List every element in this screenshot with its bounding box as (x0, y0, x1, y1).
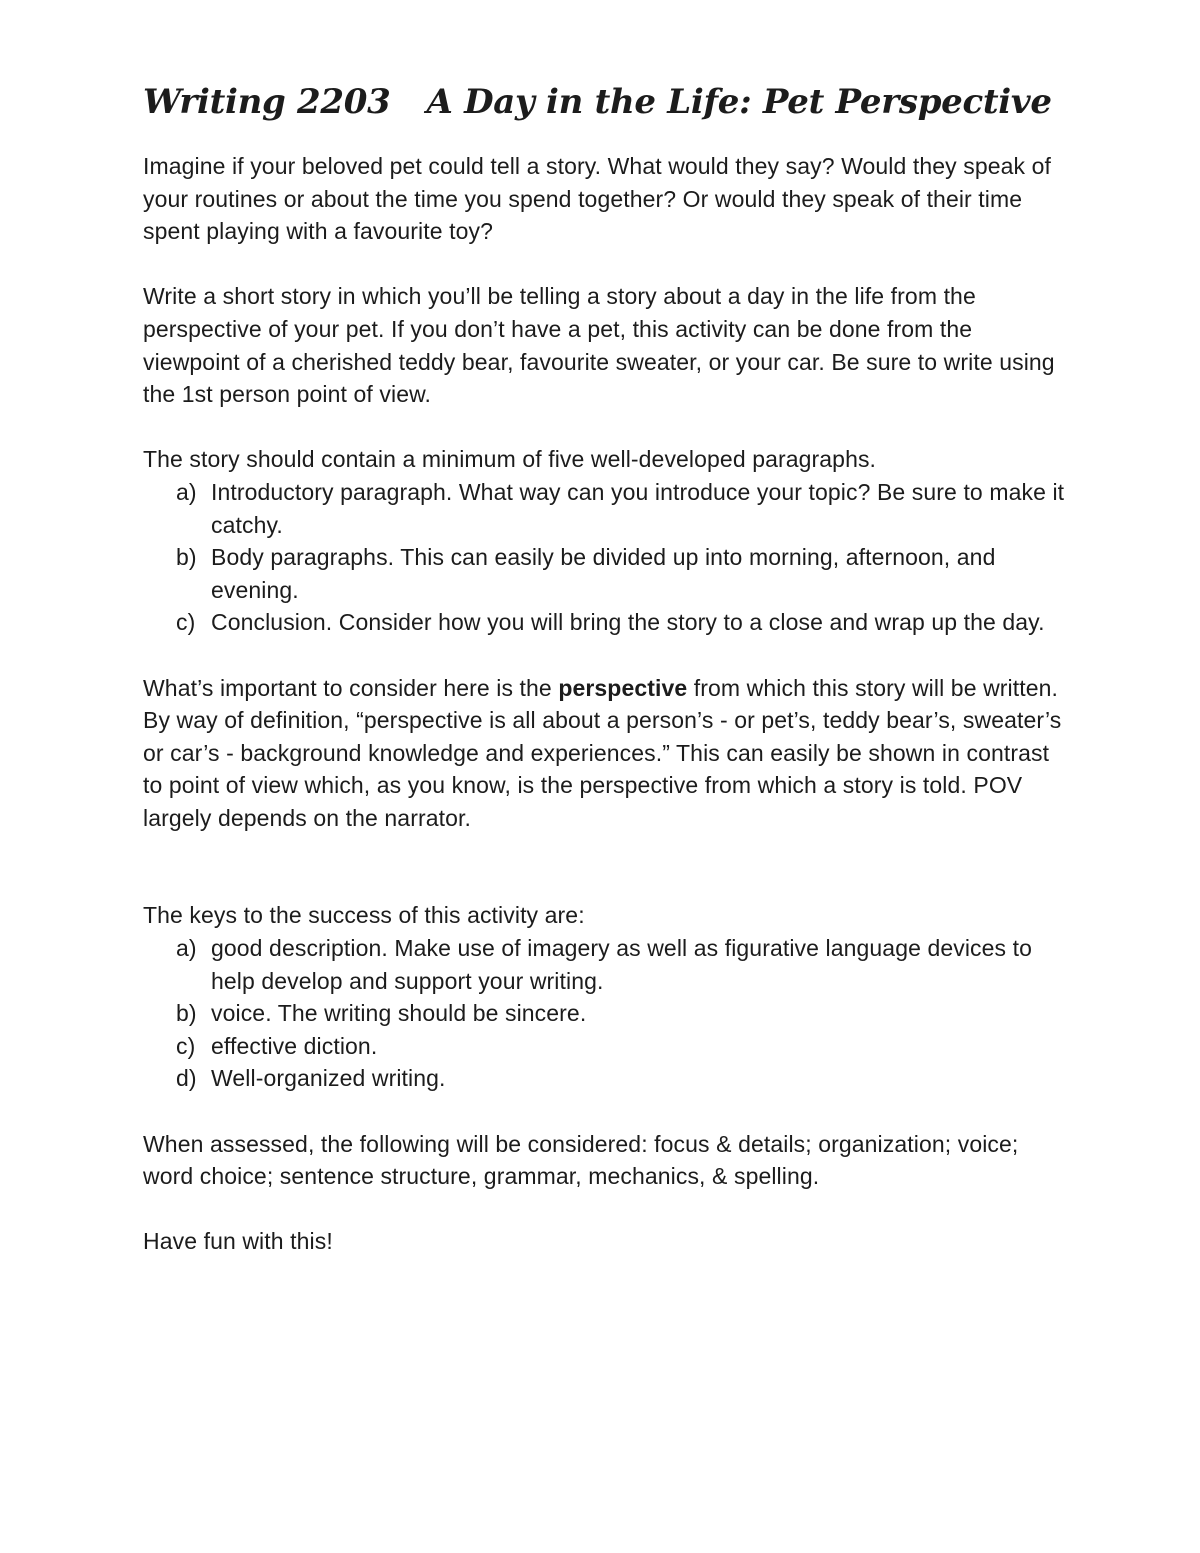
list-item (143, 541, 1073, 606)
perspective-text-start: What’s important to consider here is the (143, 674, 559, 701)
list-item-text: Well-organized writing. (211, 1065, 446, 1092)
page-title (143, 80, 1073, 124)
perspective-paragraph (143, 672, 1073, 835)
keys-list (143, 932, 1073, 1095)
intro-paragraph: Imagine if your beloved pet could tell a story. What would they say? Would they speak of your routines or about the time you spend together? Or would they speak of their time spent playing with a favourite toy? (143, 153, 1051, 245)
list-marker: a) (176, 935, 197, 962)
list-marker: b) (176, 1000, 197, 1027)
list-item-text: Body paragraphs. This can easily be divided up into morning, afternoon, and evening. (211, 544, 996, 603)
list-item-text: effective diction. (211, 1032, 378, 1059)
perspective-keyword: perspective (558, 674, 688, 701)
spacer (143, 1193, 1073, 1226)
list-marker: a) (176, 478, 197, 505)
list-item (143, 1030, 1073, 1063)
instructions-paragraph: Write a short story in which you’ll be telling a story about a day in the life from the perspective of your pet. If you don’t have a pet, this activity can be done from the viewpoint of a cherished teddy bear, favourite sweater, or your car. Be sure to write using the 1st person point of view. (143, 283, 1055, 408)
list-item-text: voice. The writing should be sincere. (211, 1000, 587, 1027)
spacer (143, 834, 1073, 899)
structure-list (143, 476, 1073, 639)
spacer (143, 248, 1073, 281)
list-item (143, 932, 1073, 997)
list-marker: d) (176, 1065, 197, 1092)
list-item (143, 476, 1073, 541)
list-item-text: good description. Make use of imagery as well as figurative language devices to help develop and support your writing. (211, 935, 1033, 994)
closing-line: Have fun with this! (143, 1228, 333, 1255)
list-marker: b) (176, 544, 197, 571)
keys-lead: The keys to the success of this activity are: (143, 902, 585, 929)
list-item-text: Conclusion. Consider how you will bring the story to a close and wrap up the day. (211, 609, 1045, 636)
spacer (143, 639, 1073, 672)
structure-lead: The story should contain a minimum of five well-developed paragraphs. (143, 446, 877, 473)
spacer (143, 411, 1073, 444)
list-item (143, 606, 1073, 639)
list-item-text: Introductory paragraph. What way can you introduce your topic? Be sure to make it catchy. (211, 478, 1065, 538)
list-item (143, 1062, 1073, 1095)
title-main: A Day in the Life: Pet Perspective (426, 82, 1052, 122)
assessment-paragraph: When assessed, the following will be considered: focus & details; organization; voice; word choice; sentence structure, grammar, mechanics, & spelling. (143, 1130, 1019, 1190)
list-marker: c) (176, 1032, 196, 1059)
perspective-text-end: from which this story will be written. By way of definition, “perspective is all about a person’s - or pet’s, teddy bear’s, sweater’s or car’s - background knowledge and experiences.” This can easily be shown in contrast to point of view which, as you know, is the perspective from which a story is told. POV largely depends on the narrator. (143, 674, 1062, 831)
title-course: Writing 2203 (143, 82, 391, 122)
list-item (143, 997, 1073, 1030)
list-marker: c) (176, 609, 196, 636)
spacer (143, 1095, 1073, 1128)
document-content (143, 80, 1073, 1258)
